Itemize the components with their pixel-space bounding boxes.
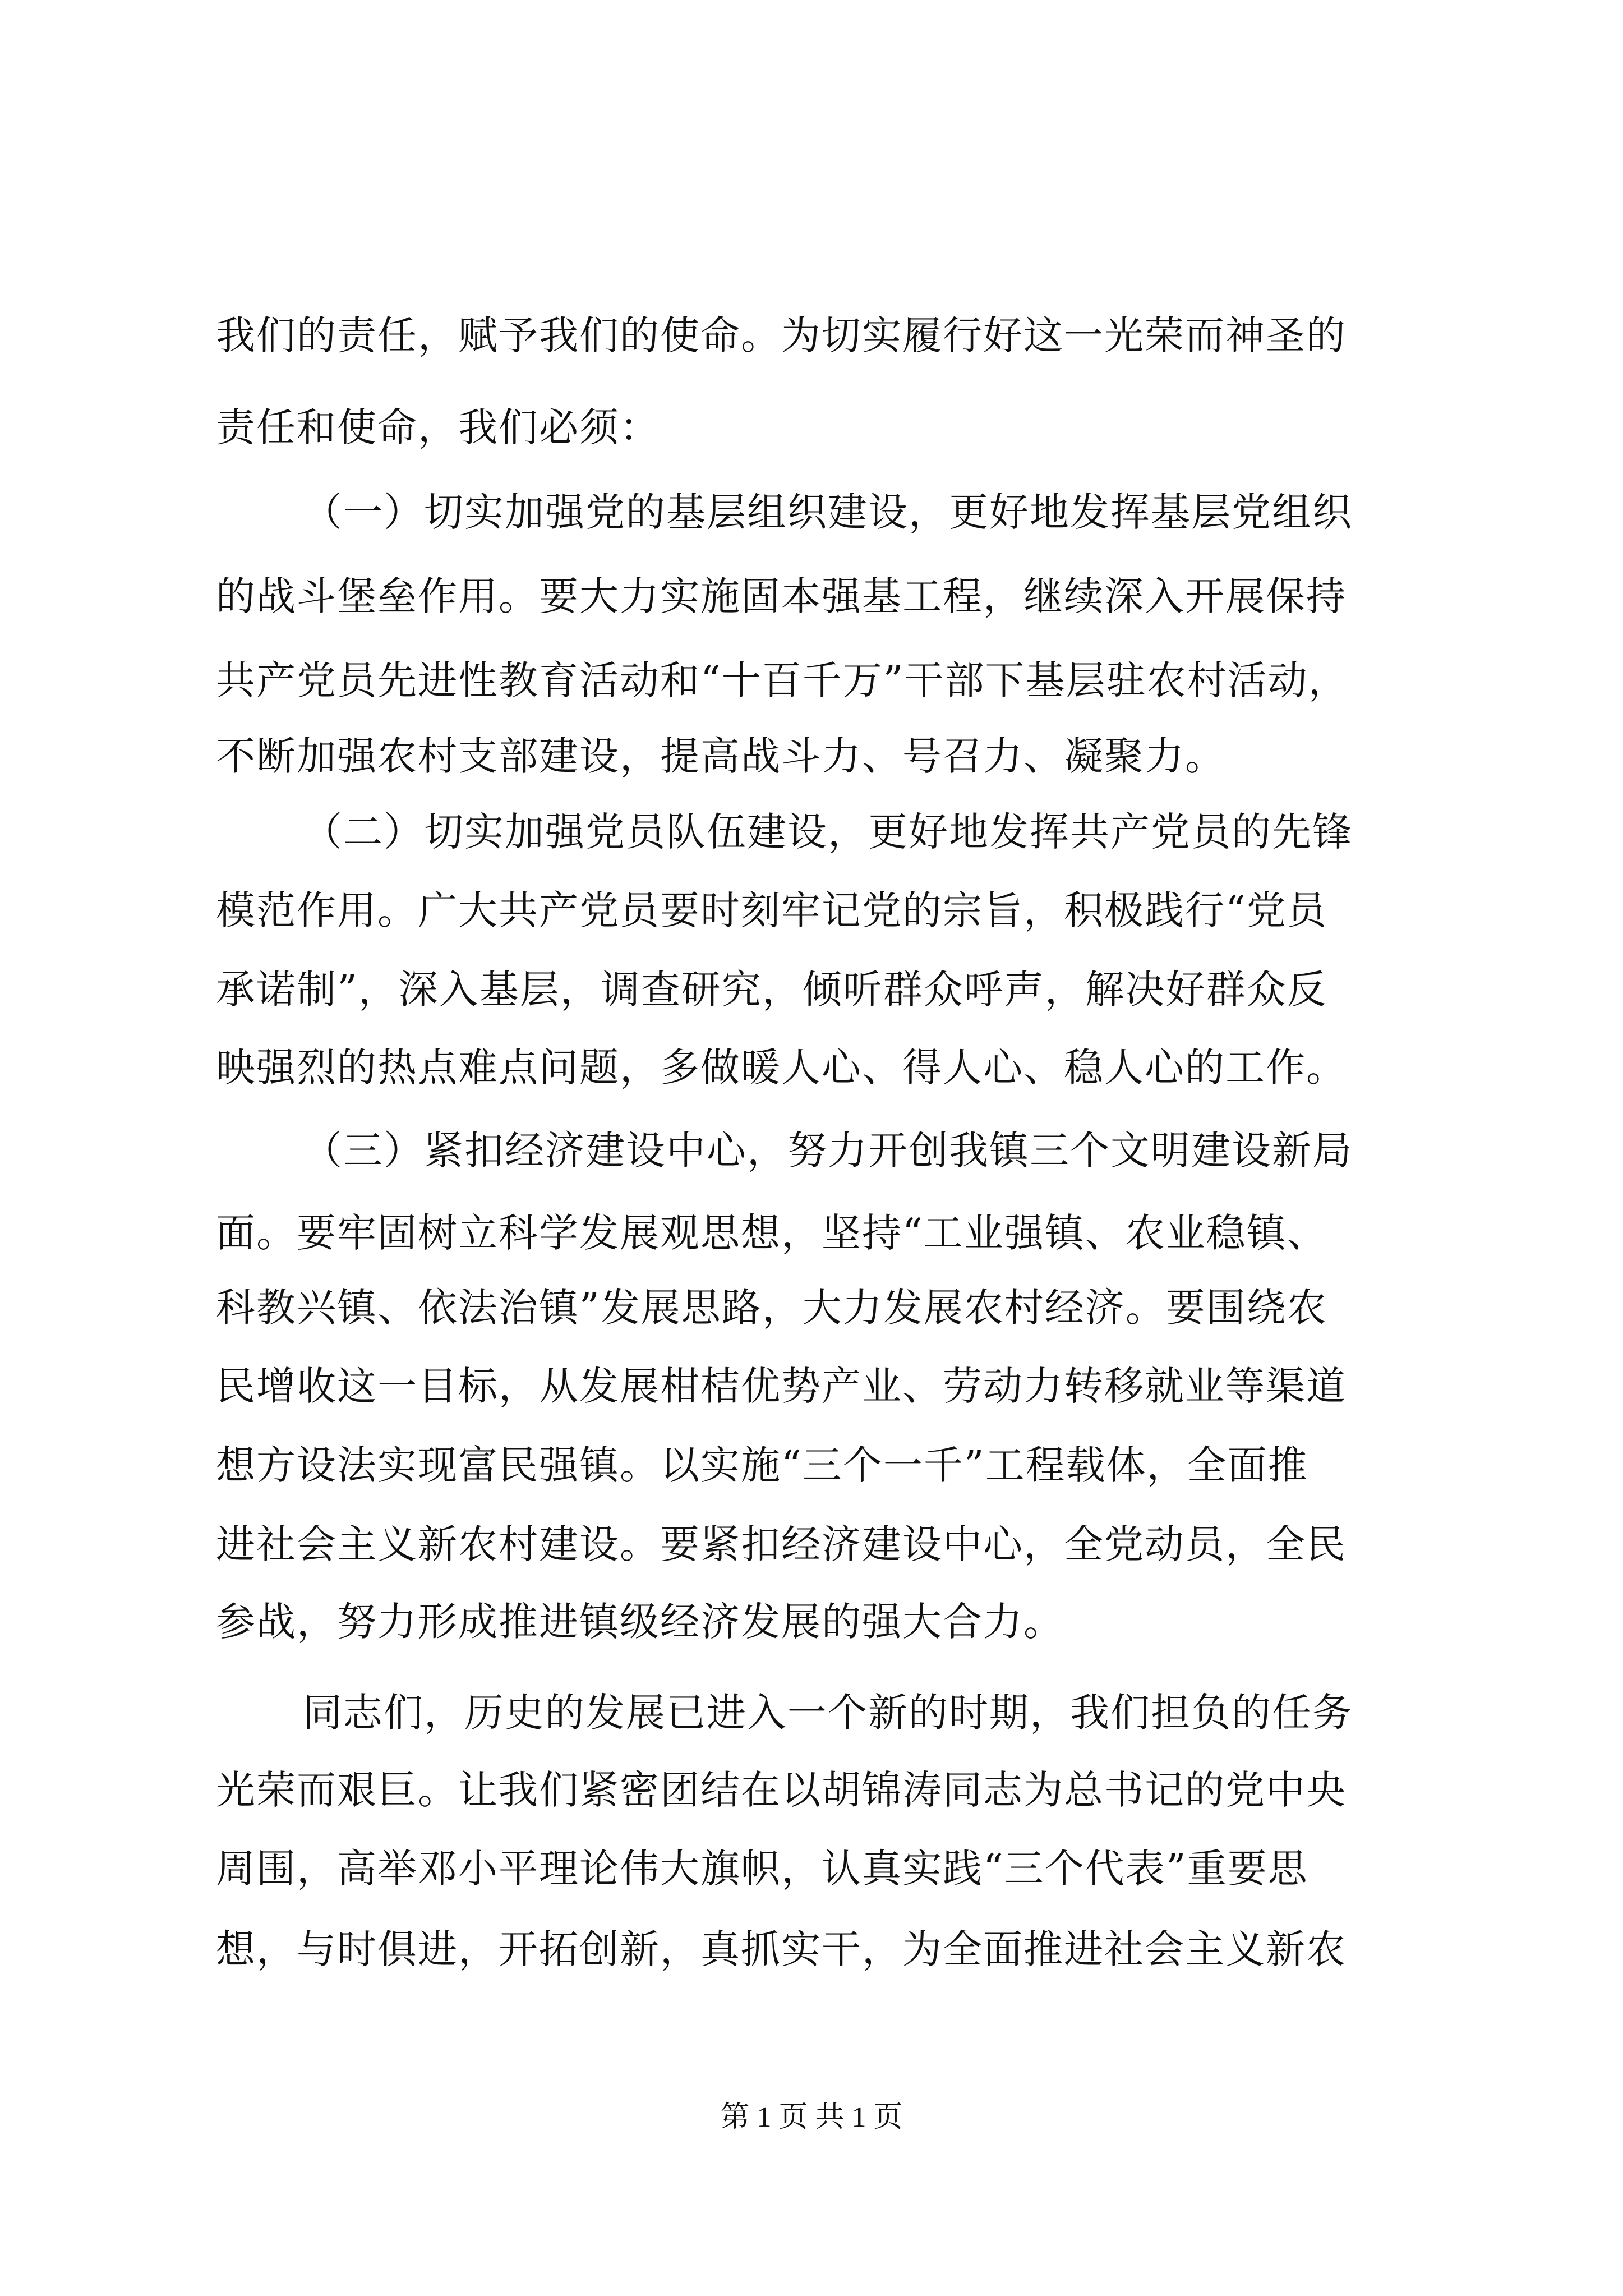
body-text-line: 面。要牢固树立科学发展观思想，坚持“工业强镇、农业稳镇、 [216, 1210, 1327, 1256]
body-text-line: 映强烈的热点难点问题，多做暖人心、得人心、稳人心的工作。 [216, 1045, 1347, 1091]
body-text-line: 科教兴镇、依法治镇”发展思路，大力发展农村经济。要围绕农 [216, 1285, 1327, 1331]
body-text-line: 参战，努力形成推进镇级经济发展的强大合力。 [216, 1599, 1064, 1645]
body-text-line: 承诺制”，深入基层，调查研究，倾听群众呼声，解决好群众反 [216, 967, 1327, 1013]
body-text-line: （三）紧扣经济建设中心，努力开创我镇三个文明建设新局 [303, 1128, 1353, 1174]
body-text-line: （二）切实加强党员队伍建设，更好地发挥共产党员的先锋 [303, 809, 1353, 855]
body-text-line: 共产党员先进性教育活动和“十百千万”干部下基层驻农村活动， [216, 657, 1349, 703]
body-text-line: 进社会主义新农村建设。要紧扣经济建设中心，全党动员，全民 [216, 1521, 1347, 1567]
body-text-line: 模范作用。广大共产党员要时刻牢记党的宗旨，积极践行“党员 [216, 887, 1327, 933]
body-text-line: 同志们，历史的发展已进入一个新的时期，我们担负的任务 [303, 1690, 1353, 1736]
body-text-line: 的战斗堡垒作用。要大力实施固本强基工程，继续深入开展保持 [216, 573, 1347, 619]
body-text-line: 想，与时俱进，开拓创新，真抓实干，为全面推进社会主义新农 [216, 1926, 1347, 1972]
body-text-line: （一）切实加强党的基层组织建设，更好地发挥基层党组织 [303, 489, 1353, 535]
body-text-line: 想方设法实现富民强镇。以实施“三个一千”工程载体，全面推 [216, 1442, 1308, 1488]
body-text-line: 民增收这一目标，从发展柑桔优势产业、劳动力转移就业等渠道 [216, 1363, 1347, 1409]
body-text-line: 责任和使命，我们必须： [216, 404, 660, 450]
body-text-line: 周围，高举邓小平理论伟大旗帜，认真实践“三个代表”重要思 [216, 1846, 1308, 1892]
body-text-line: 不断加强农村支部建设，提高战斗力、号召力、凝聚力。 [216, 733, 1225, 779]
body-text-line: 光荣而艰巨。让我们紧密团结在以胡锦涛同志为总书记的党中央 [216, 1767, 1347, 1813]
page-footer: 第 1 页 共 1 页 [720, 2101, 903, 2133]
body-text-line: 我们的责任，赋予我们的使命。为切实履行好这一光荣而神圣的 [216, 312, 1347, 358]
